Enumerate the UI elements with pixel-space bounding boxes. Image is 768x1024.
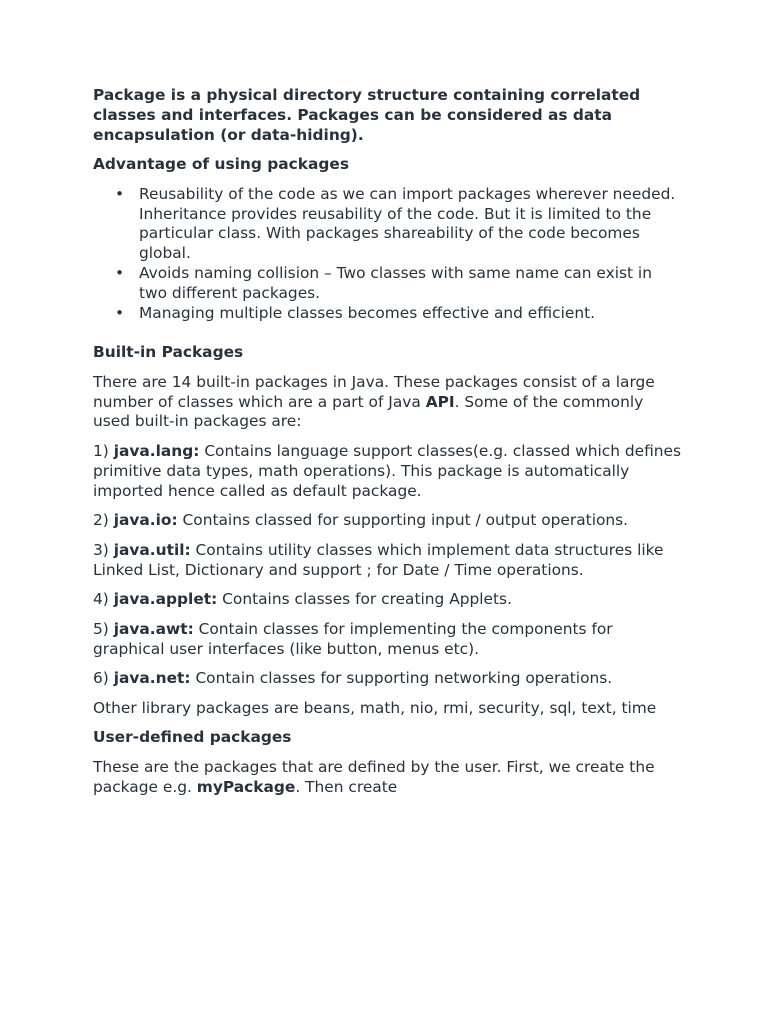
package-number: 4) xyxy=(93,590,114,609)
package-name: java.awt: xyxy=(113,619,194,638)
userdefined-text: These are the packages that are defined by the user. First, we create the package e.g. xyxy=(93,757,655,796)
builtin-intro xyxy=(93,373,683,432)
package-description: Contains language support classes(e.g. classed which defines primitive data types, math operations). This package is automatically imported hence called as default package. xyxy=(93,441,682,500)
package-number: 1) xyxy=(93,441,114,460)
package-description: Contains classed for supporting input / output operations. xyxy=(177,511,629,530)
package-number: 2) xyxy=(93,511,114,530)
document-page xyxy=(93,86,683,807)
advantage-reusability: Reusability of the code as we can import packages wherever needed. xyxy=(139,184,676,203)
intro-paragraph: Package is a physical directory structure containing correlated classes and interfaces. Packages can be considered as data encapsulation (or data-hiding). xyxy=(93,86,641,144)
package-number: 3) xyxy=(93,540,114,559)
package-item-java-util xyxy=(93,541,683,581)
package-item-java-io xyxy=(93,511,683,531)
package-name: java.applet: xyxy=(113,590,218,609)
package-description: Contain classes for implementing the components for graphical user interfaces (like button, menus etc). xyxy=(93,619,613,658)
package-description: Contains utility classes which implement data structures like Linked List, Dictionary and support ; for Date / Time operations. xyxy=(93,540,664,579)
advantages-heading: Advantage of using packages xyxy=(93,155,349,174)
userdefined-paragraph xyxy=(93,758,683,798)
package-name: java.lang: xyxy=(113,441,200,460)
package-name: java.net: xyxy=(113,669,191,688)
builtin-intro-text: There are 14 built-in packages in Java. These packages consist of a large number of classes which are a part of Java xyxy=(93,372,655,411)
package-item-java-applet xyxy=(93,590,683,610)
package-item-java-awt xyxy=(93,620,683,660)
builtin-intro-text-end: . Some of the commonly used built-in packages are: xyxy=(93,392,644,431)
userdefined-heading: User-defined packages xyxy=(93,728,292,747)
mypackage-term: myPackage xyxy=(196,777,296,796)
package-number: 5) xyxy=(93,619,114,638)
package-description: Contain classes for supporting networking operations. xyxy=(190,669,613,688)
package-item-java-lang xyxy=(93,442,683,501)
package-number: 6) xyxy=(93,669,114,688)
package-name: java.util: xyxy=(113,540,191,559)
list-item xyxy=(139,304,683,324)
other-packages-paragraph: Other library packages are beans, math, nio, rmi, security, sql, text, time xyxy=(93,698,657,717)
list-item xyxy=(139,185,683,264)
package-description: Contains classes for creating Applets. xyxy=(217,590,512,609)
builtin-heading: Built-in Packages xyxy=(93,343,244,362)
package-name: java.io: xyxy=(113,511,178,530)
advantage-naming-collision: Avoids naming collision – Two classes with same name can exist in two different packages. xyxy=(139,263,652,302)
userdefined-text-end: . Then create xyxy=(295,777,398,796)
advantage-managing-classes: Managing multiple classes becomes effective and efficient. xyxy=(139,303,596,322)
package-item-java-net xyxy=(93,669,683,689)
advantages-list xyxy=(93,185,683,324)
advantage-inheritance-note: Inheritance provides reusability of the code. But it is limited to the particular class. With packages shareability of the code becomes global. xyxy=(139,204,652,263)
list-item xyxy=(139,264,683,304)
api-term: API xyxy=(425,392,455,411)
